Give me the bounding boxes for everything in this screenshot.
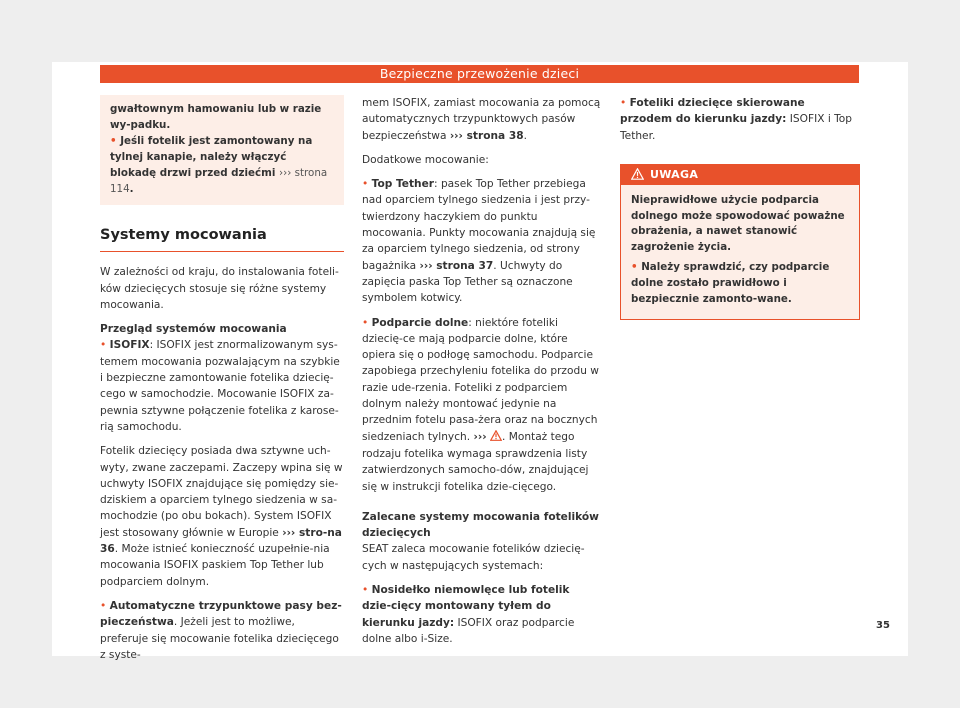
auto-belt-label: Automatyczne trzypunktowe pasy bez-pieczeństwa: [100, 599, 342, 629]
column-middle: [362, 95, 602, 655]
top-tether-text: : pasek Top Tether przebiega nad oparciem tylnego siedzenia i jest przy-twierdzony haczykiem do punktu mocowania. Punkty mocowania znajdują się za oparciem tylnego siedzenia, od strony bagażnika: [362, 178, 596, 272]
top-tether-paragraph: [362, 176, 602, 306]
podparcie-label: Podparcie dolne: [371, 316, 469, 329]
isofix-text: : ISOFIX jest znormalizowanym sys-temem mocowania pozwalającym na szybkie i bezpieczne zamontowanie fotelika dziecię-cego w samochodzie. Mocowanie ISOFIX za-pewnia sztywne połączenie fotelika z karose-rią samochodu.: [100, 339, 340, 433]
bullet-icon: •: [631, 261, 638, 274]
notice-text: Jeśli fotelik jest zamontowany na tylnej kanapie, należy włączyć blokadę drzwi przed dziećmi: [110, 135, 313, 179]
top-tether-end: . Uchwyty do zapięcia paska Top Tether są oznaczone symbolem kotwicy.: [362, 259, 573, 305]
section-title: Systemy mocowania: [100, 227, 344, 252]
bullet-icon: •: [362, 316, 369, 329]
fotelik-text-b: . Może istnieć konieczność uzupełnie-nia mocowania ISOFIX paskiem Top Tether lub podparciem dolnym.: [100, 543, 330, 588]
header-bar: [100, 65, 859, 83]
fotelik-page-link[interactable]: ››› stro-na 36: [100, 526, 342, 556]
warning-header: [621, 165, 859, 185]
page-title: Bezpieczne przewożenie dzieci: [379, 66, 580, 81]
podparcie-paragraph: [362, 315, 602, 495]
warning-box: [620, 164, 860, 321]
continued-paragraph: [362, 95, 602, 144]
recommended-heading: Zalecane systemy mocowania fotelików dziecięcych: [362, 510, 599, 540]
auto-belt-text: . Jeżeli jest to możliwe, preferuje się mocowanie fotelika dziecięcego z syste-: [100, 616, 339, 661]
nosidelko-paragraph: [362, 582, 602, 647]
column-left: [100, 95, 344, 671]
bullet-icon: •: [362, 178, 369, 191]
fotelik-paragraph: [100, 443, 344, 590]
warning-triangle-icon[interactable]: [490, 430, 502, 446]
notice-line-1: gwałtownym hamowaniu lub w razie wy-padku.: [110, 103, 322, 131]
podparcie-text: : niektóre foteliki dziecię-ce mają podparcie dolne, które opiera się o podłogę samochodu. Podparcie zapobiega przechyleniu fotelika do przodu w razie ude-rzenia. Foteliki z podparciem dolnym należy montować jedynie na przednim fotelu pasa-żera oraz na bocznych siedzeniach tylnych.: [362, 316, 599, 443]
bullet-icon: •: [362, 584, 369, 597]
notice-end: .: [129, 183, 134, 195]
continued-text: mem ISOFIX, zamiast mocowania za pomocą automatycznych trzypunktowych pasów bezpieczeństwa: [362, 97, 601, 142]
notice-box: [100, 95, 344, 205]
column-right: [620, 95, 860, 320]
podparcie-end: . Montaż tego rodzaju fotelika wymaga sprawdzenia listy zatwierdzonych samocho-dów, znajdującej się w instrukcji fotelika dzie-cięcego.: [362, 430, 589, 493]
fotelik-text-a: Fotelik dziecięcy posiada dwa sztywne uch-wyty, zwane zaczepami. Zaczepy wpina się w uchwyty ISOFIX znajdujące się pomiędzy sie-dziskiem a oparciem tylnego siedzenia w sa-mochodzie (po obu bokach). System ISOFIX jest stosowany głównie w Europie: [100, 445, 343, 539]
bullet-icon: •: [100, 339, 107, 352]
nosidelko-label: Nosidełko niemowlęce lub fotelik dzie-cięcy montowany tyłem do kierunku jazdy:: [362, 584, 570, 629]
notice-page-link[interactable]: ››› strona 114: [110, 167, 328, 195]
warning-title: UWAGA: [650, 167, 699, 181]
isofix-paragraph: [100, 337, 344, 435]
overview-heading: Przegląd systemów mocowania: [100, 323, 287, 336]
top-tether-page-link[interactable]: ››› strona 37: [419, 259, 494, 272]
auto-belt-paragraph: [100, 598, 344, 663]
top-tether-label: Top Tether: [371, 178, 435, 191]
warning-triangle-icon: [631, 168, 644, 180]
page-number: 35: [876, 620, 890, 631]
warning-item-2-text: Należy sprawdzić, czy podparcie dolne zostało prawidłowo i bezpiecznie zamonto-wane.: [631, 261, 830, 305]
warning-body: [621, 185, 859, 320]
podparcie-link[interactable]: ›››: [473, 430, 487, 443]
front-facing-text: ISOFIX i Top Tether.: [620, 113, 853, 142]
warning-item-1: Nieprawidłowe użycie podparcia dolnego może spowodować poważne obrażenia, a nawet stanowić zagrożenie życia.: [631, 193, 845, 254]
warning-item-2: [631, 260, 849, 307]
bullet-icon: •: [620, 97, 627, 109]
continued-page-link[interactable]: ››› strona 38: [449, 129, 524, 142]
nosidelko-text: ISOFIX oraz podparcie dolne albo i-Size.: [362, 616, 575, 645]
front-facing-label: Foteliki dziecięce skierowane przodem do kierunku jazdy:: [620, 97, 805, 126]
notice-line-2: [110, 133, 334, 197]
isofix-label: ISOFIX: [109, 339, 150, 352]
extra-heading: Dodatkowe mocowanie:: [362, 153, 489, 166]
bullet-icon: •: [100, 599, 107, 612]
recommended-text: SEAT zaleca mocowanie fotelików dziecię-cych w następujących systemach:: [362, 543, 585, 572]
front-facing-paragraph: [620, 95, 860, 144]
intro-paragraph: W zależności od kraju, do instalowania foteli-ków dziecięcych stosuje się różne systemy mocowania.: [100, 266, 339, 311]
continued-end: .: [523, 129, 527, 142]
bullet-icon: •: [110, 135, 117, 147]
